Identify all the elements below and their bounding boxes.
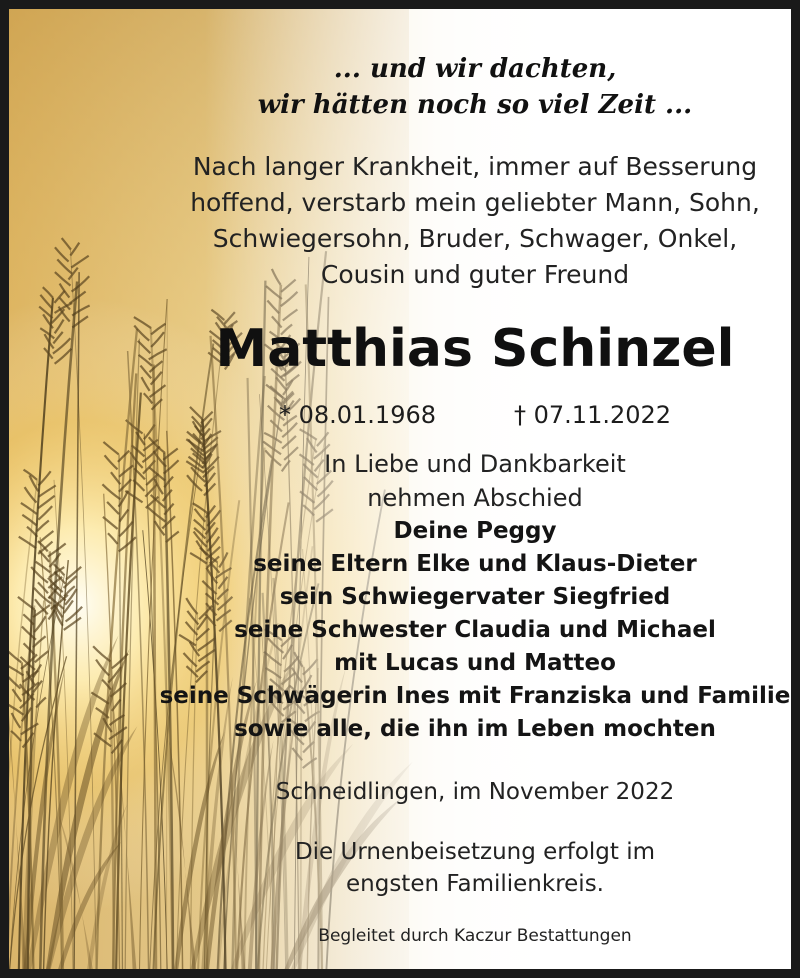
death-date: † 07.11.2022 (514, 401, 672, 429)
mourner-line: sein Schwiegervater Siegfried (279, 584, 671, 610)
motto (159, 9, 791, 123)
obituary-text (159, 9, 791, 948)
place-date: Schneidlingen, im November 2022 (275, 779, 675, 805)
mourners-list (159, 515, 791, 746)
motto-line-1: ... und wir dachten, (333, 54, 617, 84)
burial-line: engsten Familienkreis. (346, 871, 604, 897)
burial-notice (159, 836, 791, 900)
mourner-line: seine Eltern Elke und Klaus-Dieter (253, 551, 697, 577)
mourner-line: sowie alle, die ihn im Leben mochten (234, 716, 716, 742)
farewell-line: In Liebe und Dankbarkeit (324, 450, 626, 478)
intro-line: Schwiegersohn, Bruder, Schwager, Onkel, (212, 224, 738, 253)
mourner-line: mit Lucas und Matteo (334, 650, 616, 676)
burial-line: Die Urnenbeisetzung erfolgt im (294, 839, 656, 865)
undertaker-credit: Begleitet durch Kaczur Bestattungen (318, 926, 632, 946)
deceased-name: Matthias Schinzel (215, 319, 735, 379)
farewell-text (159, 447, 791, 515)
intro-line: Cousin und guter Freund (320, 260, 630, 289)
birth-date: * 08.01.1968 (278, 401, 436, 429)
intro-line: Nach langer Krankheit, immer auf Besserung (192, 152, 758, 181)
life-dates (159, 399, 791, 431)
intro-line: hoffend, verstarb mein geliebter Mann, Sohn, (190, 188, 760, 217)
farewell-line: nehmen Abschied (367, 484, 583, 512)
mourner-line: Deine Peggy (393, 518, 557, 544)
intro-text (159, 149, 791, 293)
motto-line-2: wir hätten noch so viel Zeit ... (257, 90, 693, 120)
mourner-line: seine Schwägerin Ines mit Franziska und Familie (159, 683, 791, 709)
mourner-line: seine Schwester Claudia und Michael (234, 617, 716, 643)
